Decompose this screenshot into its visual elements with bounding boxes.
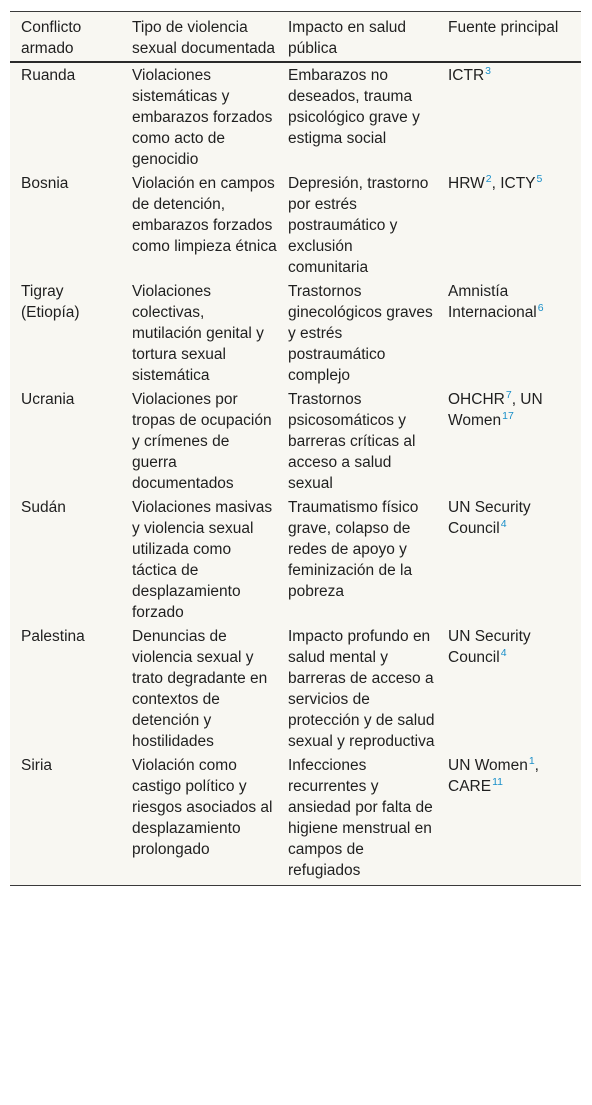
source-name: HRW bbox=[448, 175, 485, 192]
table-row bbox=[10, 624, 581, 753]
violence-type-cell: Violaciones masivas y violencia sexual utilizada como táctica de desplazamiento forzado bbox=[132, 499, 273, 621]
reference-link[interactable]: 11 bbox=[492, 776, 503, 788]
header-health-impact: Impacto en salud pública bbox=[277, 12, 437, 62]
header-violence-type: Tipo de violencia sexual documentada bbox=[121, 12, 277, 62]
health-impact-cell: Impacto profundo en salud mental y barreras de acceso a servicios de protección y de salud sexual y reproductiva bbox=[288, 628, 435, 750]
conflict-cell: Palestina bbox=[21, 628, 85, 645]
table-row bbox=[10, 279, 581, 387]
conflict-cell: Ruanda bbox=[21, 67, 76, 84]
health-impact-cell: Embarazos no deseados, trauma psicológico grave y estigma social bbox=[288, 67, 420, 147]
violence-type-cell: Violaciones por tropas de ocupación y crímenes de guerra documentados bbox=[132, 391, 272, 492]
source-name: UN Security Council bbox=[448, 499, 531, 537]
reference-link[interactable]: 7 bbox=[505, 389, 512, 401]
health-impact-cell: Traumatismo físico grave, colapso de redes de apoyo y feminización de la pobreza bbox=[288, 499, 419, 600]
health-impact-cell: Depresión, trastorno por estrés postraumático y exclusión comunitaria bbox=[288, 175, 429, 276]
header-main-source: Fuente principal bbox=[437, 12, 581, 62]
source-cell bbox=[437, 62, 581, 171]
health-impact-cell: Trastornos psicosomáticos y barreras críticas al acceso a salud sexual bbox=[288, 391, 416, 492]
reference-link[interactable]: 3 bbox=[485, 65, 492, 77]
violence-type-cell: Denuncias de violencia sexual y trato degradante en contextos de detención y hostilidades bbox=[132, 628, 268, 750]
source-cell bbox=[437, 171, 581, 279]
table-row bbox=[10, 495, 581, 624]
conflict-cell: Siria bbox=[21, 757, 53, 774]
table-row bbox=[10, 171, 581, 279]
table-row bbox=[10, 387, 581, 495]
source-name: OHCHR bbox=[448, 391, 505, 408]
source-name: , ICTY bbox=[491, 175, 536, 192]
reference-link[interactable]: 6 bbox=[537, 302, 544, 314]
conflict-table-container bbox=[10, 11, 581, 886]
conflict-sexual-violence-table bbox=[10, 12, 581, 885]
conflict-cell: Tigray (Etiopía) bbox=[21, 283, 80, 321]
source-cell bbox=[437, 387, 581, 495]
header-conflict: Conflicto armado bbox=[10, 12, 121, 62]
reference-link[interactable]: 17 bbox=[502, 410, 514, 422]
source-cell bbox=[437, 279, 581, 387]
source-name: UN Women bbox=[448, 757, 528, 774]
conflict-cell: Ucrania bbox=[21, 391, 75, 408]
header-row bbox=[10, 12, 581, 62]
health-impact-cell: Infecciones recurrentes y ansiedad por falta de higiene menstrual en campos de refugiados bbox=[288, 757, 433, 879]
violence-type-cell: Violaciones sistemáticas y embarazos forzados como acto de genocidio bbox=[132, 67, 273, 168]
violence-type-cell: Violaciones colectivas, mutilación genital y tortura sexual sistemática bbox=[132, 283, 264, 384]
reference-link[interactable]: 2 bbox=[485, 173, 492, 185]
source-name: , CARE bbox=[448, 757, 539, 795]
conflict-cell: Bosnia bbox=[21, 175, 69, 192]
table-row bbox=[10, 62, 581, 171]
health-impact-cell: Trastornos ginecológicos graves y estrés postraumático complejo bbox=[288, 283, 433, 384]
reference-link[interactable]: 4 bbox=[500, 647, 507, 659]
reference-link[interactable]: 1 bbox=[528, 755, 535, 767]
table-body bbox=[10, 62, 581, 885]
violence-type-cell: Violación en campos de detención, embarazos forzados como limpieza étnica bbox=[132, 175, 277, 255]
violence-type-cell: Violación como castigo político y riesgos asociados al desplazamiento prolongado bbox=[132, 757, 273, 858]
reference-link[interactable]: 5 bbox=[536, 173, 543, 185]
source-name: Amnistía Internacional bbox=[448, 283, 537, 321]
source-cell bbox=[437, 753, 581, 885]
source-cell bbox=[437, 624, 581, 753]
source-name: , UN Women bbox=[448, 391, 543, 429]
table-header bbox=[10, 12, 581, 62]
table-row bbox=[10, 753, 581, 885]
reference-link[interactable]: 4 bbox=[500, 518, 507, 530]
source-name: UN Security Council bbox=[448, 628, 531, 666]
source-cell bbox=[437, 495, 581, 624]
conflict-cell: Sudán bbox=[21, 499, 66, 516]
source-name: ICTR bbox=[448, 67, 485, 84]
